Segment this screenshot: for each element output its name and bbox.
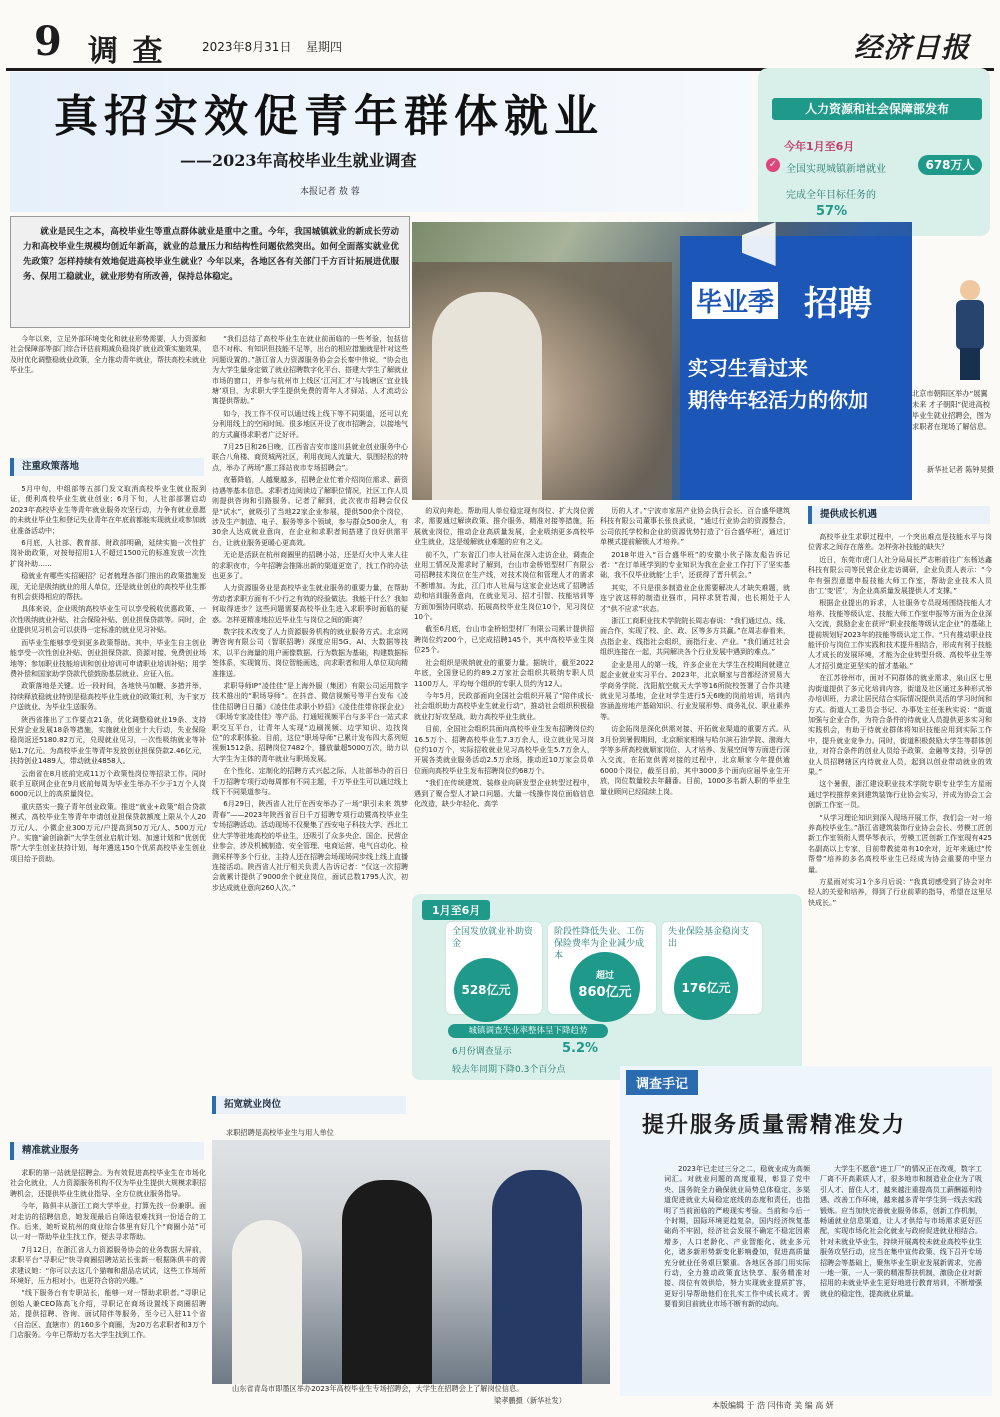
col3-para: 目前，全国社会组织共面向高校毕业生发布招聘岗位约16.5万个、招聘高校毕业生7.3万余人，设立就业见习岗位约10万个，实际招收就业见习高校毕业生5.7万余人，开展各类就业服务活动2.5万余场，推动近10万家会员单位面向高校毕业生发布招聘岗位约68万个。 (414, 725, 594, 775)
col5-para: 方星雨对实习1个多月后说：“我真切感受到了协会对年轻人的关爱和培养，得到了行业前辈的指导，希望在这里尽快成长。” (808, 878, 992, 907)
col5-para: 这个暑假，浙江建设职业技术学院专职专业学生方星雨通过学校推荐来到建筑装饰行业协会实习，并成为协会工会创新工作室一员。 (808, 780, 992, 810)
col1-para: 今年，陈俱丰从浙江工商大学毕业，打算先找一份兼职。面对走访的招聘信息，她发现最后自筛选很难找到一份适合的工作。后来，她听说杭州的商业综合体里有好几个“商圈小站”可以一对一帮助毕业生找工作，便去寻求帮助。 (10, 1202, 206, 1242)
stat-b3-value: 176亿元 (681, 981, 731, 995)
notes-col2: 大学生不愿意“进工厂”的情况正在改观，数字工厂离不开高素质人才，很多地市和制造业企业为了吸引人才、留住人才，越来越注重提高员工薪酬福利待遇、改善工作环境，越来越多青年学生到一线去实践锻炼。应当加快完善就业服务体系，创新工作机制，畅通就业信息渠道，让人才供给与市场需求更好匹配，实现市场化社会化就业与政府促进就业相结合。针对未就业毕业生，持续开展离校未就业高校毕业生服务攻坚行动，应当在集中宣传政策、线下召开专场招聘会等基础上，聚焦毕业生职业发展新需求，完善一地一策、一人一策的精准帮扶机制，激励企业对新招用的未就业毕业生更好地进行教育培训，不断增强就业的稳定性，提高就业质量。 (820, 1165, 982, 1298)
col1-para: 而毕业生能够享受到更多政策帮助。其中，毕业生自主创业能享受一次性创业补贴、创业担保贷款、资源对接、免费创业场地等；参加职业技能培训和创业培训可申请职业培训补贴；用学费补偿和国家助学贷款代偿鼓励基层就业、应征入伍。 (10, 638, 206, 678)
posts-mid-caption: 求职招聘是高校毕业生与用人单位 (226, 1128, 334, 1137)
headline-subtitle: ——2023年高校毕业生就业调查 (180, 151, 417, 170)
col3-para: 今年5月，民政部面向全国社会组织开展了“陪伴成长·社会组织助力高校毕业生就业行动”，推动社会组织积极稳就业打好攻坚战，助力高校毕业生就业。 (414, 691, 594, 721)
stat-b1-label: 全国发放就业补助资金 (452, 927, 534, 949)
person-silhouette (432, 292, 542, 500)
poster-line2: 招聘 (804, 284, 872, 324)
stat-b2-label: 阶段性降低失业、工伤保险费率为企业减少成本 (554, 927, 645, 961)
headline-title: 真招实效促青年群体就业 (54, 91, 604, 142)
section-head-growth: 提供成长机遇 (808, 506, 990, 524)
col4-para: 浙江工商职业技术学院院长周志春说：“我们通过点、线、面合作，实现了校、企、政、区等多方共赢。”在周志春看来，点指企业、线指社会组织，面指行业、产业。“我们通过社会组织连接在一起，共同解决各个行业发展中遇到的难点。” (600, 617, 790, 657)
lead-text: 就业是民生之本，高校毕业生等重点群体就业是重中之重。今年，我国城镇就业的新成长劳动力和高校毕业生规模均创近年新高，就业的总量压力和结构性问题依然突出。如何全面落实就业优先政策？怎样持续有效地促进高校毕业生就业？今年以来，各地区各有关部门千方百计拓展进优服务、保用工稳就业，就业形势有所改善，保持总体稳定。 (23, 227, 399, 282)
stat-row1-value: 678万人 (918, 155, 982, 175)
col2-para: “我们总结了高校毕业生在就业前面临的一些考验，包括信息不对称、有知识但技能不足等，出台的相应措施就是针对这些问题设置的。”浙江省人力资源服务协会会长秦中伟说，“协会也为大学生量身定做了就业招聘数字化平台、搭建大学生了解就业市场的窗口，并参与杭州市上线区‘江河汇才’与钱塘区‘宜业钱塘’项目，为求职大学生提供免费的青年人才驿站、人才流动公寓提供帮助。” (212, 335, 408, 406)
photo-bottom-caption: 山东省青岛市即墨区举办2023年高校毕业生专场招聘会，大学生在招聘会上了解岗位信息。 (232, 1384, 524, 1393)
page-footer: 本版编辑 于 浩 闫伟奇 美 编 高 妍 (712, 1401, 834, 1410)
col4-para: 2018年进入“百合盛华班”的安徽小伙子陈友彪告诉记者：“在订单班学到的专业知识为我在企业工作打下了坚实基础，我不仅毕业就能‘上手’，还获得了晋升机会。” (600, 550, 790, 580)
notes-col1: 2023年已走过三分之二，稳就业成为高频词汇。对就业问题的高度重视，彰显了党中央、国务院全力确保就业局势总体稳定、多渠道促进就业大局稳定底线的态度和责任，也指明了当前面临的严峻现实考验。当前和今后一个时期，国际环境更趋复杂，国内经济恢复基础尚不牢固，经济社会发展不确定不稳定因素增多，人口老龄化、产业智能化、就业多元化，诸多新形势新变化影响叠加，促进高质量充分就业任务艰巨繁重。各地区各部门用实际行动，全力推动政策直达快享、服务精准对接、岗位有效供给，努力实现就业提质扩容，更好引导帮助他们在扎实工作中成长成才。需要看到目前就业市场不断有新的动向。 (664, 1165, 810, 1309)
person-center (342, 1180, 432, 1384)
section-head-service: 精准就业服务 (10, 1142, 204, 1160)
col2-para: 数字技术改变了人力资源服务机构的就业服务方式。北京网聘咨询有限公司（智联招聘）深度应用5G、AI、大数据等技术，以平台海量的用户画像数据、行为数据为基础，构建数据标签体系，实现简历、岗位智能画选，向求职者和用人单位双向精准推送。 (212, 627, 408, 678)
col4-text (600, 506, 790, 890)
col1-para: 稳就业有哪些实招硬招？记者梳理各部门推出的政策措施发现，无论是吸纳就业的用人单位，还是就业创业的高校毕业生都有机会获得相应的帮扶。 (10, 572, 206, 602)
stat-box-top (758, 68, 990, 236)
stat-box-mid (412, 894, 802, 1080)
check-icon: ✓ (766, 158, 780, 172)
col2-para: 7月25日和26日晚，江西省吉安市遂川县就业创业服务中心联合八角楼、商贸城两社区，利用夜间人流量大、氛围轻松的特点，举办了两场“惠工择站夜市专场招聘会”。 (212, 443, 408, 472)
stat-r1: 城镇调查失业率整体呈下降趋势 (448, 1024, 608, 1038)
photo-job-fair-top (412, 222, 912, 500)
figure-head (960, 280, 980, 300)
page-number: 9 (34, 18, 62, 65)
stat-b1-value: 528亿元 (461, 983, 511, 997)
col1-para: 重庆搭实一揽子青年创业政策。推进“就业+政策”组合贷款模式，高校毕业生等青年申请创业担保贷款额度上限从个人20万元/人、小微企业300万元/户提高到50万元/人、500万元/户。实施“渝创渝新”大学生创业启航计划、加速计划和“优创优帮”大学生创业扶持计划，每年遴选150个优质高校毕业生创业项目给予资助。 (10, 802, 206, 863)
stat-b2-bubble (570, 952, 640, 1022)
col2-text (212, 334, 408, 1086)
col3-para: 截至6月底，台山市金桥铝型材厂有限公司累计提供招聘岗位约200个，已完成招聘145个，其中高校毕业生岗位25个。 (414, 625, 594, 655)
notes-box (620, 1066, 992, 1396)
stat-row2-label: 完成全年目标任务的 (786, 190, 876, 201)
col2-para: 如今，找工作不仅可以通过线上线下等不同渠道，还可以充分利用线上的空闲时间。很多地区开设了夜市招聘会，以接地气的方式赢得求职者广泛好评。 (212, 409, 408, 439)
notes-title: 提升服务质量需精准发力 (642, 1112, 907, 1138)
headline-area (10, 72, 750, 212)
poster-line1: 毕业季 (692, 282, 778, 319)
col1-para: “线下服务台有专职站长，能够一对一帮助求职者。”寻职记创始人兼CEO陈高飞介绍，寻职记在商场设置线下商圈招聘站，提供招聘、咨询、面试陪伴等服务，至今已入驻11个省（自治区、直辖市）的160多个商圈，为20万名求职者和3万个门店服务。今年已帮助万名大学生找到工作。 (10, 1289, 206, 1340)
photo-job-fair-bottom (212, 1140, 610, 1384)
section-name: 调 查 (88, 34, 165, 69)
col1-para: 6月底，人社部、教育部、财政部明确，延续实施一次性扩岗补助政策，对按每招用1人不超过1500元的标准发放一次性扩岗补助…… (10, 539, 206, 568)
stat-row1-label: 全国实现城镇新增就业 (786, 164, 886, 175)
col2-para: 在个性化、定制化的招聘方式兴起之际，人社部举办的百日千万招聘专项行动每周都有不同主题，千万毕业生可以通过线上线下不同渠道参与。 (212, 767, 408, 797)
col5-para: 高校毕业生求职过程中，一个突出难点是技能水平与岗位需求之间存在落差。怎样弥补技能的缺失？ (808, 533, 992, 552)
col1-para: 具体来说，企业吸纳高校毕业生可以享受税收优惠政策、一次性吸纳就业补贴、社会保险补贴、创业担保贷款等。同时，企业提供见习机会可以获得一定标准的就业见习补贴。 (10, 605, 206, 635)
poster-line4: 期待年轻活力的你加 (688, 388, 868, 412)
stat-row2-value: 57% (816, 204, 848, 219)
col5-para: “从学习理论知识到深入现场开展工作，我们会一对一培养高校毕业生。”浙江省建筑装饰行业协会会长、劳模工匠创新工作室领衔人贾华琴表示，劳模工匠创新工作室现有425名副高以上专家，目前带教徒弟有10余对，近年来通过“传帮带”培养的多名高校毕业生已经成为协会重要的中坚力量。 (808, 813, 992, 874)
col5-para: 在江苏徐州市，面对不同群体的就业需求，泉山区七里沟街道提供了多元化培训内容，街道及社区通过多种形式举办培训班，力求让居民结合实际情况提供灵活的学习时间和方式。街道人工委员会书记、办事处主任张秋实说：“街道加强与企业合作，为符合条件的待就业人员提供更多实习和实践机会，有助于待就业群体将知识技能应用到实际工作中，提升就业竞争力。同时，街道积极鼓励大学生等群体创业，对符合条件的创业人员给予政策、金融等支持，引导创业人员招聘辖区内待就业人员，起到以创业带动就业的效果。” (808, 674, 992, 776)
col3-para: 前不久，广东省江门市人社局在深入走访企业，调查企业用工情况及需求时了解到，台山市金桥铝型材厂有限公司招聘技术岗位在生产线，对技术岗位和管理人才的需求不断增加。为此，江门市人社局与这家企业达成了招聘活动和培训服务意向，在就业见习、招才引智、技能培训等方面加强协同联动，拓展高校毕业生岗位10个，见习岗位10个。 (414, 550, 594, 622)
figure-body (956, 300, 984, 350)
col3-para: 社会组织是吸纳就业的重要力量。据统计，截至2022年底，全国登记的约89.2万家社会组织共吸纳专职人员1100万人，平均每个组织的专职人员约为12人。 (414, 658, 594, 688)
col3-text (414, 506, 594, 890)
col2-para: 6月29日，陕西省人社厅在西安举办了一场“职引未来 筑梦青春”——2023年陕西省百日千万招聘专项行动暨高校毕业生专场招聘活动。活动现场不仅聚集了西安电子科技大学、西北工业大学等驻地高校的毕业生，还吸引了众多央企、国企、民营企业参会，涉及机械制造、安全管理、电商运营、电气自动化、检测采样等多个行业，主持人还在招聘会场现场同步线上线上直播连接活动。陕西省人社厅相关负责人告诉记者：“仅这一次招聘会就累计提供了9000余个就业岗位，面试总数1795人次，初步达成就业意向260人次。” (212, 800, 408, 892)
stat-b3-label: 失业保险基金稳岗支出 (668, 927, 750, 949)
photo-top-caption: 北京市朝阳区举办“展翼未来 才子朝阳”促进高校毕业生就业招聘会，图为求职者在现场了解信息。 (912, 389, 992, 431)
poster-line3: 实习生看过来 (688, 356, 808, 380)
col2-para: 无论是活跃在杭州商圈里的招聘小站，还是灯火中人来人往的求职夜市，今年招聘会推陈出新的渠道更宽了，找工作的办法也更多了。 (212, 551, 408, 580)
section-head-policy: 注重政策落地 (10, 458, 204, 476)
masthead (6, 20, 994, 71)
mid-period: 1月至6月 (422, 900, 490, 920)
col1-para: 政策落地是关键。近一段时间，各地快马加鞭、多措并举，持续释放稳就业特别是稳高校毕业生就业的政策红利，为千家万户送就业、为毕业生送服务。 (10, 682, 206, 712)
issue-weekday: 星期四 (306, 40, 343, 54)
col5-para: 根据企业提出的诉求，人社服务专员现场围绕技能人才培养、技能等级认定、技能大师工作室申报等方面为企业深入交流，鼓励企业在获评“职业技能等级认定企业”的基础上提前规划好2023年的技能等级认定工作。“只有推动职业技能评价与岗位工作实践和技术提升相结合，形成有利于技能人才成长的发展环境，才能为企业转型升级、高校毕业生等人才招引奠定更坚实的留才基础。” (808, 599, 992, 670)
col1-para: 7月12日，在浙江省人力资源服务协会的业务数据大屏前，求职平台“寻职记”快寻商圈招聘站站长张新一根据陈俱丰的需求建议她：“你可以去这几个猫咖和甜品店试试，这些工作场所环境好，压力相对小，也更符合你的兴趣。” (10, 1245, 206, 1286)
section-head-posts: 拓宽就业岗位 (212, 1096, 406, 1114)
stat-r2-value: 5.2% (562, 1041, 599, 1056)
col3-para: “我们在传统建筑、装修业向研发型企业转型过程中，遇到了聚合型人才缺口问题。大量一线操作岗位面临信息化改造，缺少年轻化、高学 (414, 779, 594, 808)
col1-intro (10, 334, 206, 452)
col3-para: 的双向奔赴。帮助用人单位稳定现有岗位、扩大岗位需求，需要通过解读政策、推介服务、精准对接等措施，拓展就业岗位，推动企业高质量发展，企业吸纳更多高校毕业生就业，这是缓解就业难题的应有之义。 (414, 507, 594, 547)
col1-para: 今年以来，立足外部环境变化和就业形势需要，人力资源和社会保障部等部门综合评估前期减负稳岗扩就业政策实施效果，及时优化调整稳就业政策，全力推动青年就业，帮扶高校未就业毕业生。 (10, 335, 206, 375)
newspaper-logo: 经济日报 (853, 31, 970, 64)
col4-para: 访企拓岗是深化供需对接、开拓就业渠道的重要方式。从3月份到暑假期间，北京顺家相继与哈尔滨石油学院、渤海大学等多所高校就顺家岗位、人才培养、发展空间等方面进行深入交流，在拓宽供需对接的过程中，北京顺家今年提供逾6000个岗位，截至目前，其中3000多个面向应届毕业生开放，岗位数量较去年翻番。目前，1000多名新人职的毕业生量业顾问已经陆续上岗。 (600, 725, 790, 796)
col1-para: 求职的第一站就是招聘会。为有效促进高校毕业生在市场化社会化就业，人力资源服务机构不仅为毕业生提供大规模求职招聘机会，还提供毕业生就业指导、全方位就业服务指导。 (10, 1169, 206, 1198)
photo-bottom-credit: 梁孝鹏摄（新华社发） (494, 1396, 566, 1405)
col1-policy (10, 484, 206, 1120)
person-left (232, 1220, 302, 1384)
col5-para: 近日，东莞市虎门人社分局局长严志彬前往广东杨达鑫科技有限公司等民营企业走访调研，企业负责人表示：“今年有强烈意愿申报技能大师工作室，帮助企业技术人员由‘工’变‘匠’，为企业高质量发展提供人才支撑。” (808, 555, 992, 596)
stat-r2-label: 6月份调查显示 (452, 1047, 512, 1057)
col4-para: 历的人才。”宁波市家居产业协会执行会长、百合盛华建筑科技有限公司董事长张良武说，“通过行业协会的资源整合，公司依托学校和企业的资源优势打造了‘百合盛华班’，通过订单模式提前解锁人才培养。” (600, 507, 790, 547)
col1-para: 云南省在8月底前完成11万个政策性岗位等招录工作。同时联手互联网企业在9月底前每周为毕业生举办不少于1万个人岗6000元以上的高质量岗位。 (10, 769, 206, 799)
lead-box (10, 216, 410, 328)
ministry-banner: 人力资源和社会保障部发布 (772, 98, 982, 120)
col2-para: 夜幕降临，人越聚越多，招聘企业忙着介绍岗位需求、薪资待遇等基本信息。求职者边阅读边了解职位情况，社区工作人员则提供咨询和引路服务。记者了解到，此次夜市招聘会仅仅是“试水”，就吸引了当地22家企业参展，提供500余个岗位，涉及生产制造、电子、服务等多个领域，参与群众500余人，有30余人达成就业意向，在企业和求职者间搭建了良好供需平台，让就业服务更暖心更高效。 (212, 476, 408, 547)
col2-para: 求职导师IP“凌佳佳”是上海外服（集团）有限公司运用数字技术推出的“职场导师”。在抖音、微信视频号等平台发布《凌佳佳招聘日日播》《凌佳佳求职小妙招》《凌佳佳带你探企业》《职场专家凌佳佳》等产品，打通短视频平台与多平台一站式求职交互平台，让青年人实现“边刷视频、边学知识、边找岗位”的求职体验。目前，这位“职场导师”已累计发布四大系列短视频1512条、招聘岗位7482个，播放量超5000万次，助力以大学生为主体的青年就业与职场发展。 (212, 682, 408, 763)
byline: 本报记者 敖 蓉 (300, 187, 360, 197)
stat-b2-pre: 超过 (595, 971, 614, 981)
col1-para: 5月中旬，中组部等五部门发文取消高校毕业生就业报到证，便利高校毕业生就业创业；6月下旬，人社部部署启动2023年高校毕业生等青年就业服务攻坚行动，力争有就业意愿的未就业毕业生和登记失业青年在年底前都能实现就业或参加就业准备活动中； (10, 485, 206, 535)
col4-para: 其实，不只是很多制造业企业需要解决人才缺失难题，就连宁波这样的制造业强市，同样求贤若渴，也长期处于人才“供不应求”状态。 (600, 583, 790, 613)
col1-para: 陕西省推出了工作要点21条，优化调整稳就业19条、支持民营企业发展18条等措施，实施就业创业十大行动，失业保险稳岗返还5180.82万元，兑现就业见习，一次性吸纳就业等补贴1.7亿元。为高校毕业生等青年发放创业担保贷款2.46亿元，扶持创业1489人，带动就业4858人。 (10, 715, 206, 766)
stat-r3: 较去年同期下降0.3个百分点 (452, 1065, 566, 1075)
stat-period: 今年1月至6月 (784, 140, 855, 153)
figure-legs (960, 348, 980, 380)
stat-b2-value: 860亿元 (578, 985, 632, 1000)
col2-para: 人力资源服务业是高校毕业生就业服务的重要力量，在帮助劳动者求职方面有不少行之有效的经验做法。我能干什么？我如何取得进步？这些问题需要高校毕业生进入求职季时面临的疑惑。怎样更精准地拉近毕业生与岗位之间的距离？ (212, 584, 408, 624)
person-right (492, 1170, 582, 1384)
col1-service (10, 1168, 206, 1392)
stat-b1-bubble (454, 958, 518, 1022)
photo-top-credit: 新华社记者 陈钟昊摄 (927, 465, 994, 474)
notes-label: 调查手记 (626, 1070, 698, 1095)
issue-date: 2023年8月31日 (202, 40, 292, 54)
stat-b3-bubble (674, 956, 738, 1020)
col5-text (808, 532, 992, 1062)
col4-para: 企业是用人的第一线，许多企业在大学生在校期间就建立起企业就业实习平台。2023年，北京顺家与首都经济贸易大学商务学院、沈阳航空航天大学等16所院校签署了合作共建就业见习基地，企业对学生进行5天6晚的岗前培训，培训内容涵盖房地产基础知识、行业发展形势、商务礼仪、职业素养等。 (600, 660, 790, 721)
illustration-figure (950, 280, 990, 380)
